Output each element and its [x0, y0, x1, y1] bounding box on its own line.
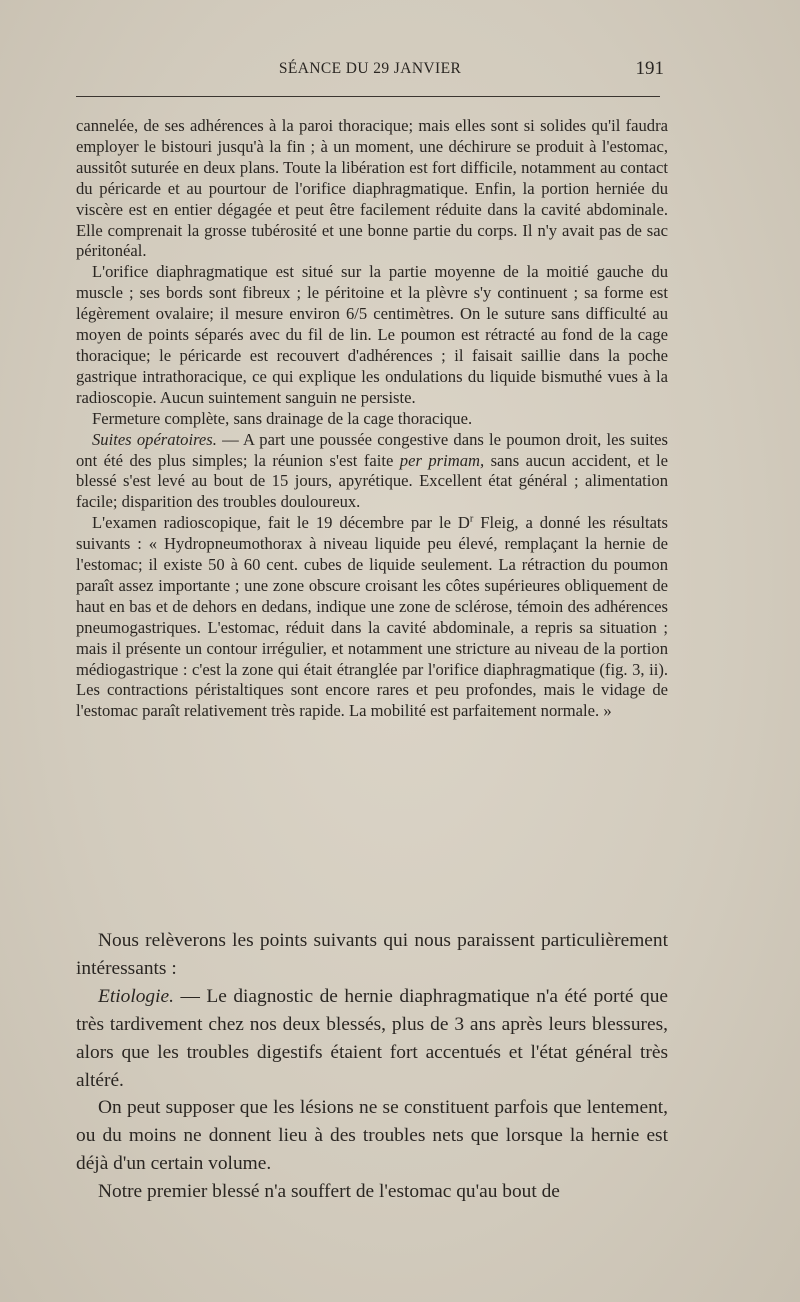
running-title: SÉANCE DU 29 JANVIER	[278, 60, 462, 77]
radioscopy-text-a: L'examen radioscopique, fait le 19 décembre par le D	[92, 513, 470, 533]
paragraph-first-patient: Notre premier blessé n'a souffert de l'estomac qu'au bout de	[98, 1181, 560, 1203]
header-rule	[76, 96, 660, 97]
paragraph-lesions: On peut supposer que les lésions ne se constituent parfois que lentement, ou du moins ne donnent lieu à des troubles nets que lorsque la hernie est déjà d'un certain volume.	[76, 1097, 668, 1175]
paragraph-continued: cannelée, de ses adhérences à la paroi thoracique; mais elles sont si solides qu'il faudra employer le bistouri jusqu'à la fin ; à un moment, une déchirure se produit à l'estomac, aussitôt suturée en deux plans. Toute la libération est fort difficile, notamment au contact du péricarde et au pourtour de l'orifice diaphragmatique. Enfin, la portion herniée du viscère est en entier dégagée et peut être facilement réduite dans la cavité abdominale. Elle comprenait la grosse tubérosité et une bonne partie du corps. Il n'y avait pas de sac péritonéal.	[76, 116, 668, 261]
discussion-text	[76, 927, 668, 1206]
paragraph-orifice: L'orifice diaphragmatique est situé sur la partie moyenne de la moitié gauche du muscle ; ses bords sont fibreux ; le péritoine et la plèvre s'y continuent ; sa forme est légèrement ovalaire; il mesure environ 6/5 centimètres. On le suture sans difficulté au moyen de points séparés avec du fil de lin. Le poumon est rétracté au fond de la cage thoracique; le péricarde est recouvert d'adhérences ; il faisait saillie dans la poche gastrique intrathoracique, ce qui explique les ondulations du liquide bismuthé vues à la radioscopie. Aucun suintement sanguin ne persiste.	[76, 262, 668, 407]
page-number: 191	[635, 58, 664, 79]
etiology-heading: Etiologie.	[98, 985, 174, 1007]
paragraph-suites	[76, 430, 668, 514]
paragraph-closure: Fermeture complète, sans drainage de la cage thoracique.	[92, 408, 473, 428]
radioscopy-text-b: Fleig, a donné les résultats suivants : « Hydropneumothorax à niveau liquide peu élevé, remplaçant la hernie de l'estomac; il existe 50 à 60 cent. cubes de liquide seulement. La rétraction du poumon paraît assez importante ; une zone obscure croisant les côtes supérieures obliquement de haut en bas et de dehors en dedans, indique une zone de sclérose, témoin des adhérences pneumogastriques. L'estomac, réduit dans la cavité abdominale, a repris sa situation ; mais il présente un contour irrégulier, et notamment une stricture au niveau de la portion médiogastrique : c'est la zone qui était étranglée par l'orifice diaphragmatique (fig. 3, ii). Les contractions péristaltiques sont encore rares et peu profondes, mais le vidage de l'estomac paraît relativement très rapide. La mobilité est parfaitement normale. »	[76, 513, 669, 721]
suites-latin: per primam,	[399, 450, 485, 470]
paragraph-points: Nous relèverons les points suivants qui nous paraissent particulièrement intéressants :	[76, 930, 668, 979]
paragraph-etiology	[76, 983, 668, 1095]
paragraph-radioscopy	[76, 513, 668, 722]
etiology-text: — Le diagnostic de hernie diaphragmatique n'a été porté que très tardivement chez nos deux blessés, plus de 3 ans après leurs blessures, alors que les troubles digestifs étaient fort accentués et l'état général très altéré.	[76, 985, 668, 1091]
doctor-superscript: r	[469, 513, 474, 525]
suites-heading: Suites opératoires.	[92, 429, 217, 449]
operation-report-text	[76, 116, 668, 722]
running-header	[76, 58, 664, 86]
suites-text-b: sans aucun accident, et le blessé s'est levé au bout de 15 jours, apyrétique. Excellent état général ; alimentation facile; disparition des troubles douloureux.	[76, 450, 668, 512]
suites-text-a: — A part une poussée congestive dans le poumon droit, les suites ont été des plus simples; la réunion s'est faite	[76, 429, 668, 470]
